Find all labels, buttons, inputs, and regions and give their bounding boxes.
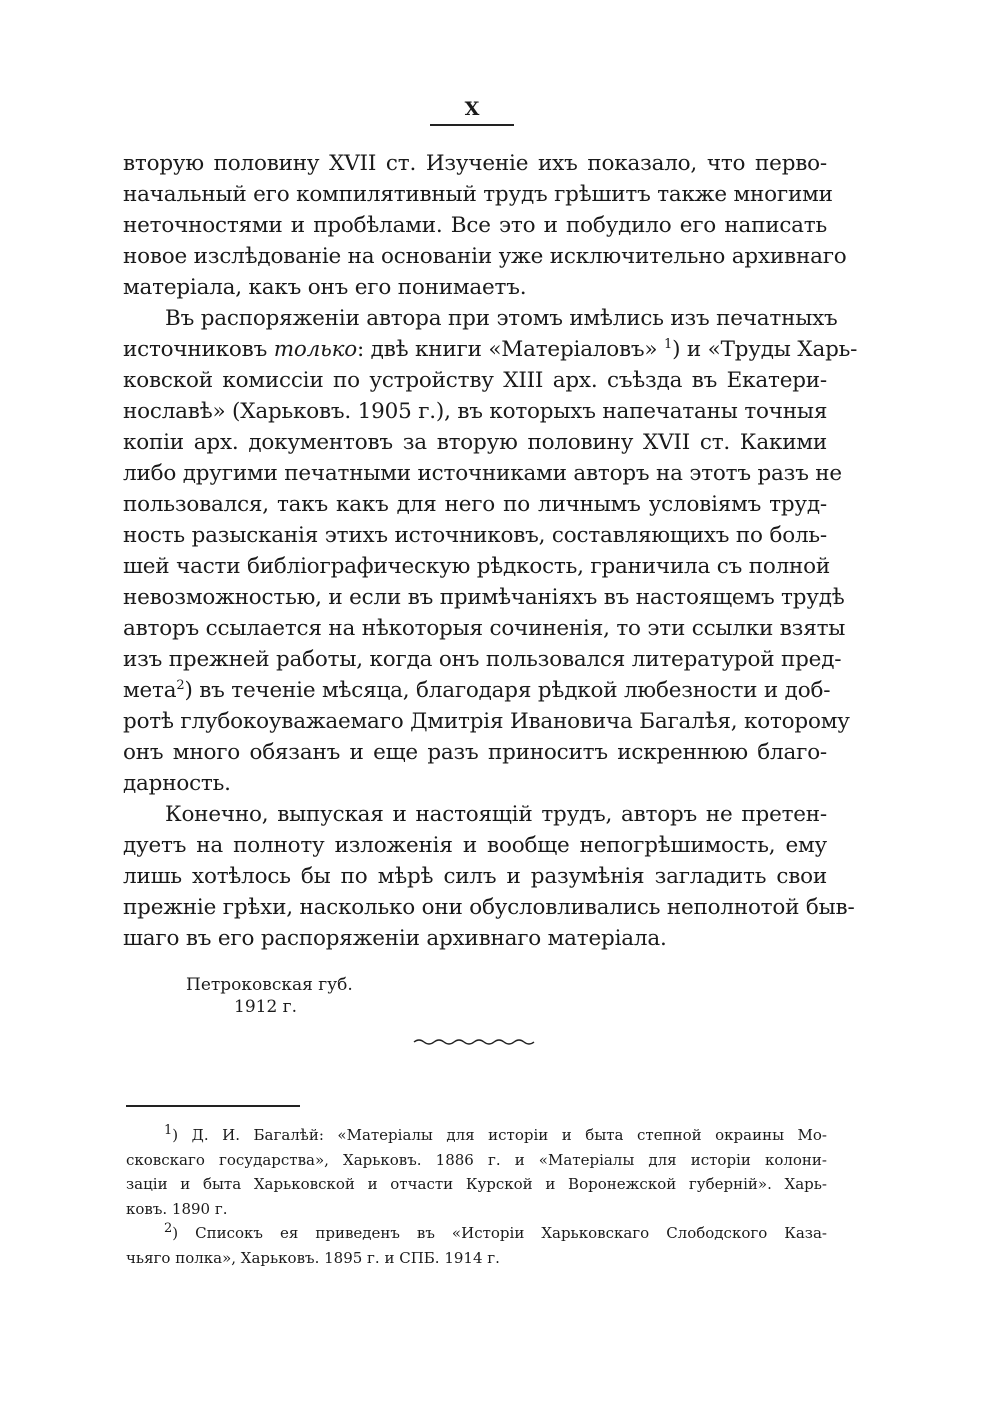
footnote-2-line xyxy=(126,1221,827,1246)
text-run: мета xyxy=(123,678,177,703)
body-line: пользовался, такъ какъ для него по личнымъ условіямъ труд- xyxy=(123,492,827,517)
text-run: : двѣ книги «Матеріаловъ» xyxy=(357,337,664,362)
body-line: неточностями и пробѣлами. Все это и побудило его написать xyxy=(123,213,827,238)
body-line: дуетъ на полноту изложенія и вообще непогрѣшимость, ему xyxy=(123,833,827,858)
footnote-line: сковскаго государства», Харьковъ. 1886 г. и «Матеріалы для исторіи колони- xyxy=(126,1150,827,1169)
body-line: нославѣ» (Харьковъ. 1905 г.), въ которыхъ напечатаны точныя xyxy=(123,399,828,424)
body-line: ковской комиссіи по устройству XIII арх. съѣзда въ Екатери- xyxy=(123,368,827,393)
wavy-divider-ornament xyxy=(414,1036,534,1048)
body-line: прежніе грѣхи, насколько они обусловливались неполнотой быв- xyxy=(123,895,855,920)
body-line: шей части библіографическую рѣдкость, граничила съ полной xyxy=(123,554,831,579)
signature-place: Петроковская губ. xyxy=(186,975,353,995)
body-line: матеріала, какъ онъ его понимаетъ. xyxy=(123,275,527,300)
body-line: начальный его компилятивный трудъ грѣшитъ также многими xyxy=(123,182,833,207)
body-line: ротѣ глубокоуважаемаго Дмитрія Ивановича Багалѣя, которому xyxy=(123,709,850,734)
footnote-ref-1[interactable]: 1 xyxy=(663,336,673,352)
body-line: либо другими печатными источниками авторъ на этотъ разъ не xyxy=(123,461,842,486)
body-text xyxy=(123,148,858,954)
body-line: Въ распоряженіи автора при этомъ имѣлись изъ печатныхъ xyxy=(165,306,838,331)
footnotes xyxy=(126,1123,827,1270)
signature-year: 1912 г. xyxy=(234,997,297,1017)
body-line: Конечно, выпуская и настоящій трудъ, авторъ не претен- xyxy=(165,802,827,827)
italic-emphasis: только xyxy=(273,337,357,362)
text-run: ) и «Труды Харь- xyxy=(672,337,858,362)
footnote-marker-1: 1 xyxy=(164,1123,173,1138)
body-line: вторую половину XVII ст. Изученіе ихъ показало, что перво- xyxy=(123,151,827,176)
text-run: источниковъ xyxy=(123,337,274,362)
footnote-marker-2: 2 xyxy=(164,1221,173,1236)
body-line: копіи арх. документовъ за вторую половину XVII ст. Какими xyxy=(123,430,827,455)
body-line: онъ много обязанъ и еще разъ приноситъ искреннюю благо- xyxy=(123,740,827,765)
body-line: ность разысканія этихъ источниковъ, составляющихъ по боль- xyxy=(123,523,827,548)
footnote-rule xyxy=(126,1105,300,1107)
body-line: дарность. xyxy=(123,771,231,796)
footnote-line: ковъ. 1890 г. xyxy=(126,1199,228,1218)
body-line: изъ прежней работы, когда онъ пользовался литературой пред- xyxy=(123,647,842,672)
footnote-line: чьяго полка», Харьковъ. 1895 г. и СПБ. 1914 г. xyxy=(126,1248,500,1267)
body-line: новое изслѣдованіе на основаніи уже исключительно архивнаго xyxy=(123,244,847,269)
footnote-line: заціи и быта Харьковской и отчасти Курской и Воронежской губерній». Харь- xyxy=(126,1175,827,1193)
page-number: X xyxy=(464,98,480,120)
body-line-with-footnote xyxy=(123,675,831,706)
footnote-1-line xyxy=(126,1123,827,1148)
header-rule xyxy=(430,124,514,126)
body-line: авторъ ссылается на нѣкоторыя сочиненія, то эти ссылки взяты xyxy=(123,616,846,641)
body-line: невозможностью, и если въ примѣчаніяхъ въ настоящемъ трудѣ xyxy=(123,585,845,610)
text-run: ) Списокъ ея приведенъ въ «Исторіи Харьковскаго Слободского Каза- xyxy=(172,1224,827,1242)
body-line-with-footnote xyxy=(123,334,858,365)
signature xyxy=(186,974,353,1018)
text-run: ) Д. И. Багалѣй: «Матеріалы для исторіи и быта степной окраины Мо- xyxy=(172,1126,827,1144)
footnote-ref-2[interactable]: 2 xyxy=(176,677,185,693)
body-line: лишь хотѣлось бы по мѣрѣ силъ и разумѣнія загладить свои xyxy=(123,864,827,889)
body-line: шаго въ его распоряженіи архивнаго матеріала. xyxy=(123,926,667,951)
text-run: ) въ теченіе мѣсяца, благодаря рѣдкой любезности и доб- xyxy=(184,678,831,703)
